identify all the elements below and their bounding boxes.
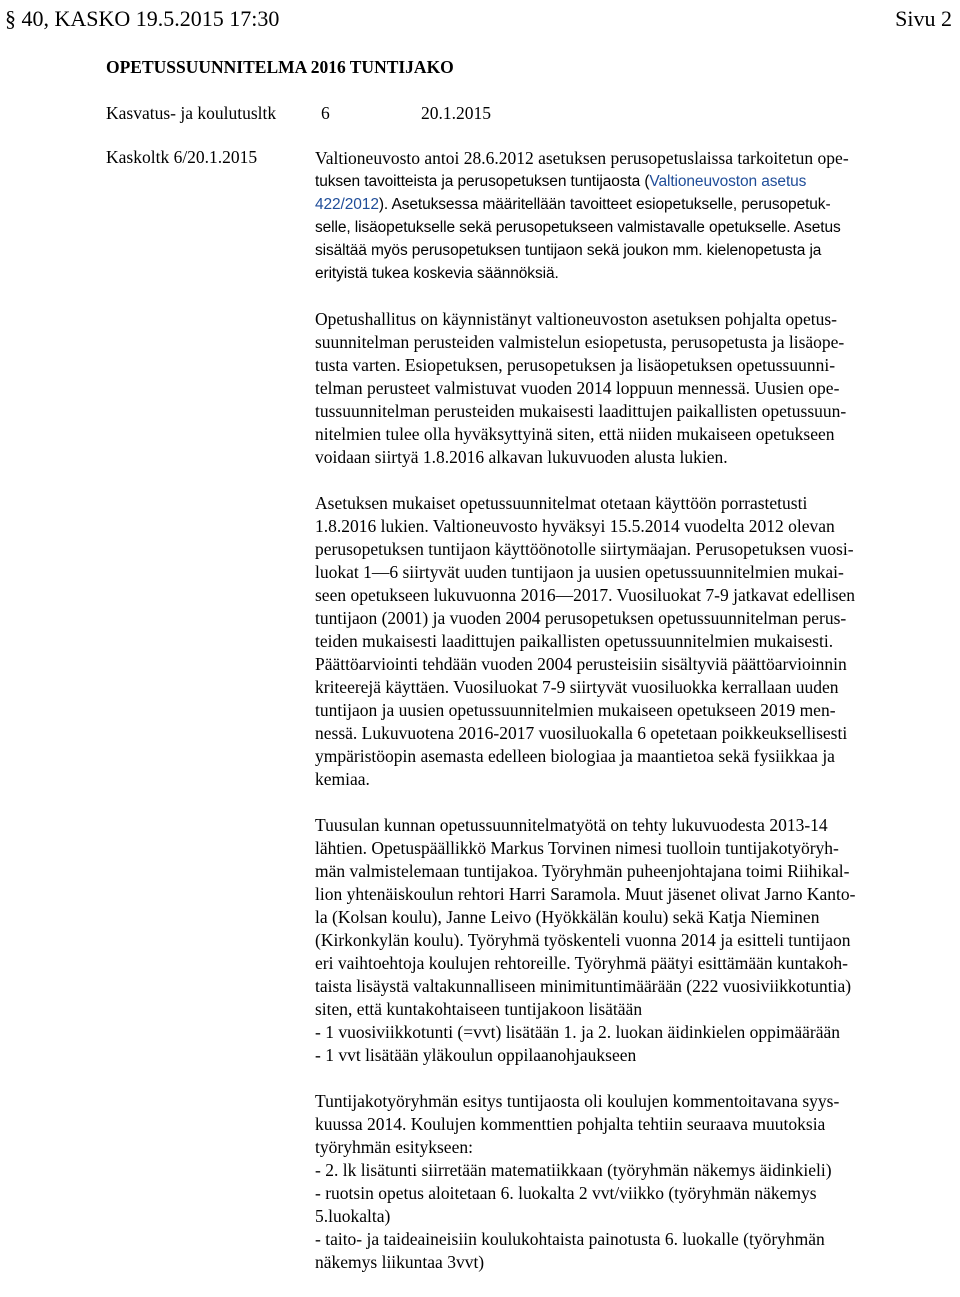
paragraph-2 <box>315 308 905 469</box>
text-line: eri vaihtoehtoja koulujen rehtoreille. Työryhmä päätyi esittämään kuntakoh- <box>315 953 849 973</box>
meta-date: 20.1.2015 <box>421 103 491 123</box>
text-line: Tuusulan kunnan opetussuunnitelmatyötä on tehty lukuvuodesta 2013-14 <box>315 815 828 835</box>
text-line: taista lisäystä valtakunnalliseen minimituntimäärään (222 vuosiviikkotuntia) <box>315 976 852 996</box>
document-title: OPETUSSUUNNITELMA 2016 TUNTIJAKO <box>106 57 454 77</box>
text-line: selle, lisäopetukselle sekä perusopetukseen valmistavalle opetukselle. Asetus <box>315 219 841 236</box>
header-page-number: Sivu 2 <box>895 6 952 31</box>
text-line: ympäristöopin asemasta edelleen biologiaa ja maantietoa sekä fysiikkaa ja <box>315 746 835 766</box>
paragraph-4 <box>315 814 905 1067</box>
list-item: - taito- ja taideaineisiin koulukohtaista painotusta 6. luokalle (työryhmän <box>315 1229 825 1249</box>
text-line: kemiaa. <box>315 769 370 789</box>
text-line: män valmistelemaan tuntijakoa. Työryhmän puheenjohtajana toimi Riihikal- <box>315 861 850 881</box>
meta-num: 6 <box>321 103 330 123</box>
text-line: seen opetukseen lukuvuonna 2016—2017. Vuosiluokat 7-9 jatkavat edellisen <box>315 585 856 605</box>
text-line: Valtioneuvosto antoi 28.6.2012 asetuksen perusopetuslaissa tarkoitetun ope- <box>315 148 849 168</box>
text-line: Asetuksen mukaiset opetussuunnitelmat otetaan käyttöön porrastetusti <box>315 493 808 513</box>
text-line: kuussa 2014. Koulujen kommenttien pohjalta tehtiin seuraava muutoksia <box>315 1114 826 1134</box>
text-line: kriteerejä käyttäen. Vuosiluokat 7-9 siirtyvät vuosiluokka kerrallaan uuden <box>315 677 839 697</box>
text-line <box>315 170 905 193</box>
text-line: telman perusteet valmistuvat vuoden 2014 loppuun mennessä. Uusien ope- <box>315 378 840 398</box>
text-line <box>315 193 905 216</box>
text-line: 5.luokalta) <box>315 1206 391 1226</box>
text-line: Opetushallitus on käynnistänyt valtioneuvoston asetuksen pohjalta opetus- <box>315 309 838 329</box>
regulation-link[interactable]: Valtioneuvoston asetus <box>649 173 807 190</box>
text-line: (Kirkonkylän koulu). Työryhmä työskenteli vuonna 2014 ja esitteli tuntijaon <box>315 930 851 950</box>
text-line: la (Kolsan koulu), Janne Leivo (Hyökkälän koulu) sekä Katja Nieminen <box>315 907 820 927</box>
text-line: 1.8.2016 lukien. Valtioneuvosto hyväksyi 15.5.2014 vuodelta 2012 olevan <box>315 516 835 536</box>
text-line: suunnitelman perusteiden valmistelun esiopetusta, perusopetusta ja lisäope- <box>315 332 845 352</box>
text-span: tuksen tavoitteista ja perusopetuksen tuntijaosta ( <box>315 173 650 190</box>
text-line: tuntijaon (2001) ja vuoden 2004 perusopetuksen opetussuunnitelman perus- <box>315 608 847 628</box>
text-line: Tuntijakotyöryhmän esitys tuntijaosta oli koulujen kommentoitavana syys- <box>315 1091 840 1111</box>
header-section-info: § 40, KASKO 19.5.2015 17:30 <box>5 6 280 31</box>
text-line: voidaan siirtyä 1.8.2016 alkavan lukuvuoden alusta lukien. <box>315 447 728 467</box>
paragraph-5 <box>315 1090 905 1274</box>
text-line: sisältää myös perusopetuksen tuntijaon sekä joukon mm. kielenopetusta ja <box>315 242 822 259</box>
text-line: Päättöarviointi tehdään vuoden 2004 perusteisiin sisältyviä päättöarvioinnin <box>315 654 847 674</box>
text-line: nessä. Lukuvuotena 2016-2017 vuosiluokalla 6 opetetaan poikkeuksellisesti <box>315 723 848 743</box>
meta-label: Kasvatus- ja koulutusltk <box>106 103 277 123</box>
paragraph-1 <box>315 147 905 285</box>
text-line: työryhmän esitykseen: <box>315 1137 473 1157</box>
text-line: lähtien. Opetuspäällikkö Markus Torvinen nimesi tuolloin tuntijakotyöryh- <box>315 838 839 858</box>
list-item: - ruotsin opetus aloitetaan 6. luokalta 2 vvt/viikko (työryhmän näkemys <box>315 1183 817 1203</box>
section-label: Kaskoltk 6/20.1.2015 <box>106 147 258 167</box>
text-span: ). Asetuksessa määritellään tavoitteet esiopetukselle, perusopetuk- <box>378 196 831 213</box>
text-line: tussuunnitelman perusteiden mukaisesti laadittujen paikallisten opetussuun- <box>315 401 847 421</box>
text-line: teiden mukaisesti laadittujen paikallisten opetussuunnitelmien mukaisesti. <box>315 631 834 651</box>
text-line: tuntijaon ja uusien opetussuunnitelmien mukaiseen opetukseen 2019 men- <box>315 700 836 720</box>
text-line: perusopetuksen tuntijaon käyttöönotolle siirtymäajan. Perusopetuksen vuosi- <box>315 539 854 559</box>
paragraph-3 <box>315 492 905 791</box>
text-line: lion yhtenäiskoulun rehtori Harri Saramola. Muut jäsenet olivat Jarno Kanto- <box>315 884 856 904</box>
text-line: luokat 1—6 siirtyvät uuden tuntijaon ja uusien opetussuunnitelmien mukai- <box>315 562 844 582</box>
list-item: - 1 vvt lisätään yläkoulun oppilaanohjaukseen <box>315 1045 637 1065</box>
meta-row <box>106 103 491 124</box>
text-line: näkemys liikuntaa 3vvt) <box>315 1252 485 1272</box>
main-content <box>315 147 905 1297</box>
text-line: tusta varten. Esiopetuksen, perusopetuksen ja lisäopetuksen opetussuunni- <box>315 355 836 375</box>
text-line: erityistä tukea koskevia säännöksiä. <box>315 265 559 282</box>
list-item: - 2. lk lisätunti siirretään matematiikkaan (työryhmän näkemys äidinkieli) <box>315 1160 832 1180</box>
list-item: - 1 vuosiviikkotunti (=vvt) lisätään 1. ja 2. luokan äidinkielen oppimäärään <box>315 1022 841 1042</box>
regulation-link-cont[interactable]: 422/2012 <box>315 196 379 213</box>
text-line: siten, että kuntakohtaiseen tuntijakoon lisätään <box>315 999 643 1019</box>
text-line: nitelmien tulee olla hyväksyttyinä siten, että niiden mukaiseen opetukseen <box>315 424 835 444</box>
